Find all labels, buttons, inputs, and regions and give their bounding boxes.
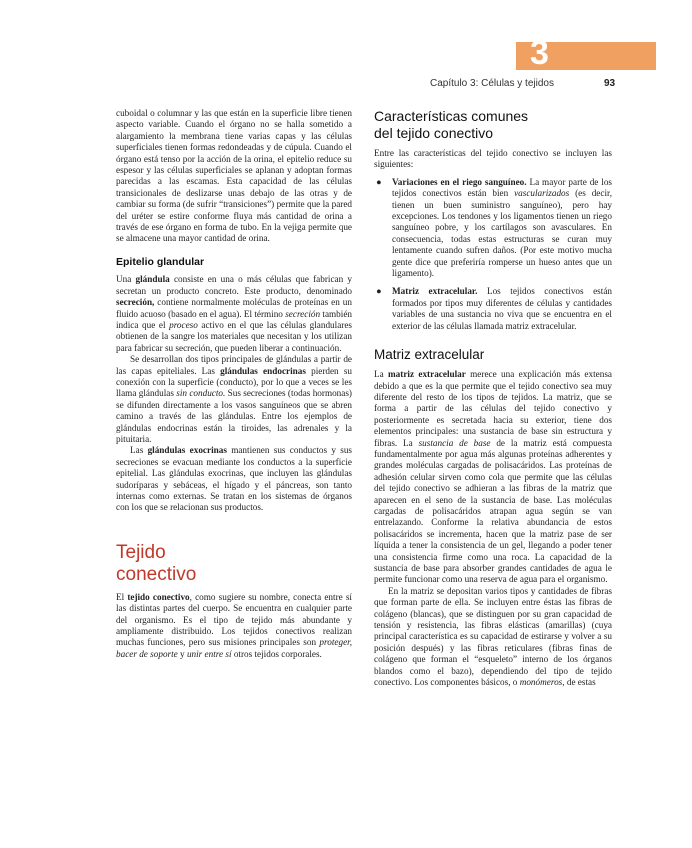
paragraph-glandula: Una glándula consiste en una o más células que fabrican y secretan un producto concreto. Este producto, denominado secreción, contiene normalmente moléculas de proteínas en un fluido acuoso (basado en el agua). El término secreción también indica que el proceso activo en el que las células glandulares obtienen de la sangre los materiales que necesitan y los utilizan para fabricar su secreción, que pueden liberar a continuación.	[116, 274, 352, 353]
running-head: Capítulo 3: Células y tejidos	[430, 78, 554, 89]
paragraph-matriz: La matriz extracelular merece una explicación más extensa debido a que es la que permite que el tejido conectivo sea muy diferente del resto de los tipos de tejidos. La matriz, que se forma a partir de las células del tejido conectivo y posteriormente es secretada hacia su exterior, tiene dos elementos principales: una sustancia de base sin estructura y fibras. La sustancia de base de la matriz está compuesta fundamentalmente por agua más algunas proteínas adherentes y grandes moléculas cargadas de polisacáridos. Las proteínas de adhesión celular sirven como cola que permite que las células del tejido conectivo se adhieran a las fibras de la matriz que aparecen en el seno de la sustancia de base. Las moléculas cargadas de polisacáridos atrapan agua según se van entrelazando. Conforme la relativa abundancia de estos polisacáridos se incrementa, hacen que la matriz pase de ser líquida a tener la consistencia de un gel, llegando a poder tener una consistencia firme como una roca. La capacidad de la sustancia de base para absorber grandes cantidades de agua le permite funcionar como una reserva de agua para el organismo.	[374, 369, 613, 585]
bullet-icon: ●	[376, 176, 382, 187]
paragraph-tejido-conectivo: El tejido conectivo, como sugiere su nombre, conecta entre sí las distintas partes del cuerpo. Se encuentra en cualquier parte del organismo. Es el tipo de tejido más abundante y ampliamente distribuido. Los tejidos conectivos realizan muchas funciones, pero sus misiones principales son proteger, bacer de soporte y unir entre sí otros tejidos corporales.	[116, 591, 352, 659]
section-title-tejido-conectivo: Tejido conectivo	[116, 541, 197, 585]
heading-caracteristicas: Características comunes del tejido conectivo	[374, 108, 529, 141]
paragraph-fibras: En la matriz se depositan varios tipos y cantidades de fibras que forman parte de ella. Se incluyen entre éstas las fibras de colágeno (blancas), que se distinguen por su gran capacidad de tensión y resistencia, las fibras elásticas (amarillas) (cuya principal característica es su capacidad de estirarse y volver a su posición después) y las fibras reticulares (fibras finas de colágeno que forman el “esqueleto” interno de los órganos blandos como el bazo), dependiendo del tipo de tejido conectivo. Los componentes básicos, o monómeros, de estas	[374, 585, 612, 688]
bullet-icon: ●	[376, 286, 382, 297]
list-item: ● Variaciones en el riego sanguíneo. La mayor parte de los tejidos conectivos están bien vascularizados (es decir, tienen un buen suministro sanguíneo), pero hay excepciones. Los tendones y los ligamentos tienen un riego sanguíneo pobre, y los cartílagos son avasculares. En consecuencia, todas estas estructuras se curan muy lentamente cuando sufren daños. (Por este motivo mucha gente dice que preferiría romperse un hueso antes que un ligamento).	[376, 176, 612, 279]
paragraph-transitional: cuboidal o columnar y las que están en la superficie libre tienen aspecto variable. Cuando el órgano no se halla sometido a alargamiento la membrana tiene varias capas y las células superficiales tienen formas redondeadas y de cúpula. Cuando el órgano está tenso por la acción de la orina, el epitelio reduce su espesor y las células superficiales se aplanan y adoptan formas parecidas a las escamas. Esta capacidad de las células transicionales de deslizarse unas debajo de las otras y de cambiar su forma (de sufrir “transiciones”) permite que la pared del uréter se estire conforme fluya más cantidad de orina a través de ese órgano en forma de tubo. En la vejiga permite que se almacene una mayor cantidad de orina.	[116, 108, 352, 244]
left-column	[116, 108, 352, 660]
paragraph-intro: Entre las características del tejido conectivo se incluyen las siguientes:	[374, 148, 612, 170]
list-item: ● Matriz extracelular. Los tejidos conectivos están formados por tipos muy diferentes de células y cantidades variables de una sustancia no viva que se encuentra en el exterior de las células llamada matriz extracelular.	[376, 286, 612, 331]
right-column	[374, 108, 612, 688]
page-number: 93	[604, 78, 616, 89]
heading-glandular: Epitelio glandular	[116, 255, 205, 268]
characteristics-list	[374, 177, 612, 332]
paragraph-exocrinas: Las glándulas exocrinas mantienen sus conductos y sus secreciones se evacuan mediante los conductos a la superficie epitelial. Las glándulas exocrinas, que incluyen las glándulas sudoríparas y sebáceas, el hígado y el páncreas, son tanto internas como externas. Se tratan en los sistemas de órganos con los que se relacionan sus productos.	[116, 445, 352, 513]
heading-matriz: Matriz extracelular	[374, 347, 485, 363]
paragraph-endocrinas: Se desarrollan dos tipos principales de glándulas a partir de las capas epiteliales. Las glándulas endocrinas pierden su conexión con la superficie (conducto), por lo que a veces se les llama glándulas sin conducto. Sus secreciones (todas hormonas) se difunden directamente a los vasos sanguíneos que se abren camino a través de las glándulas. Entre los ejemplos de glándulas endocrinas están la tiroides, las adrenales y la pituitaria.	[116, 354, 352, 444]
chapter-number: 3	[530, 34, 549, 72]
